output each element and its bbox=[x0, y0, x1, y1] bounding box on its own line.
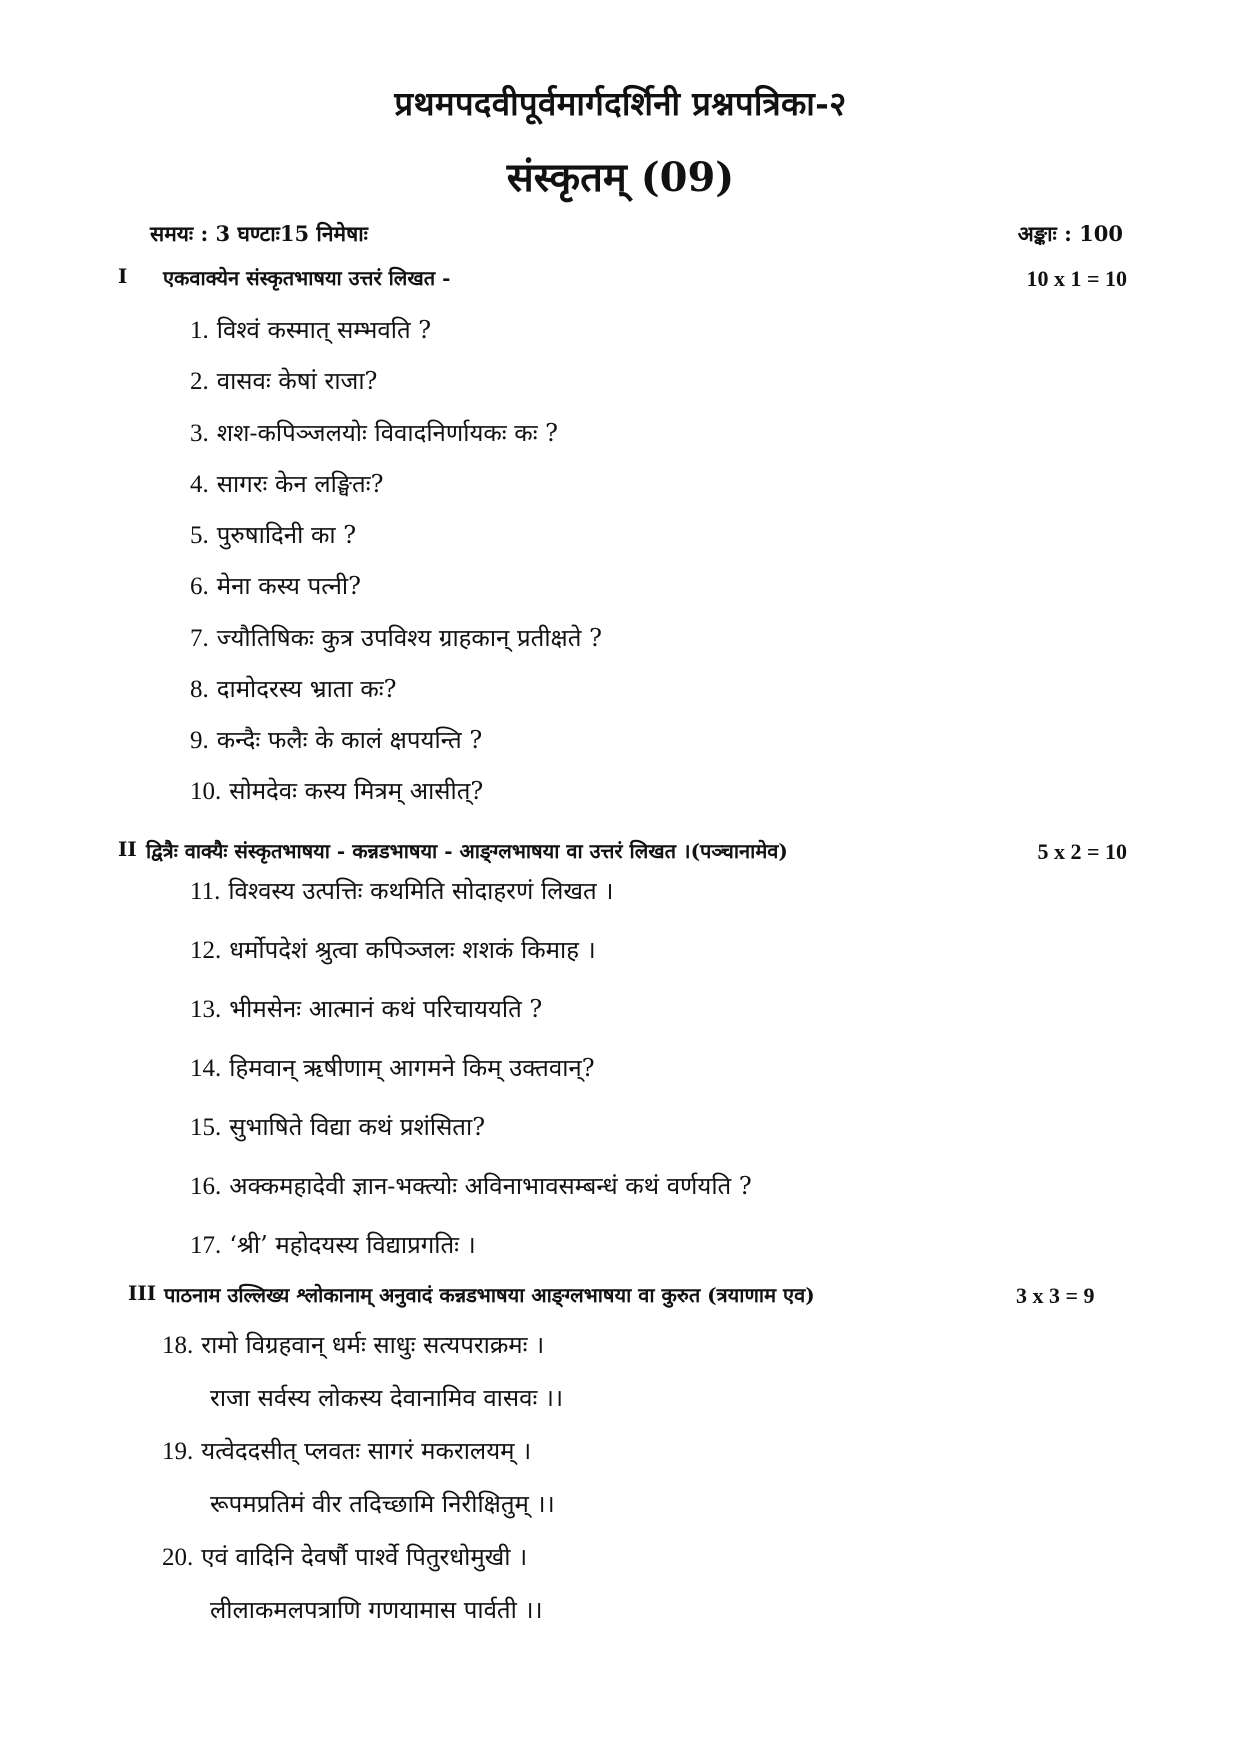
question-number: 13. bbox=[190, 996, 222, 1023]
question-number: 10. bbox=[190, 778, 222, 805]
question-number: 4. bbox=[190, 471, 209, 498]
question-number: 2. bbox=[190, 368, 209, 395]
question bbox=[190, 1169, 752, 1202]
question-number: 7. bbox=[190, 625, 209, 652]
question bbox=[190, 1228, 476, 1261]
question bbox=[190, 518, 356, 551]
verse-text: यत्वेददसीत् प्लवतः सागरं मकरालयम् । bbox=[201, 1437, 532, 1465]
question-number: 20. bbox=[162, 1544, 194, 1571]
question-number: 19. bbox=[162, 1438, 194, 1465]
max-marks: अङ्काः : 100 bbox=[1017, 221, 1123, 246]
question-text: पुरुषादिनी का ? bbox=[216, 521, 357, 549]
question-text: भीमसेनः आत्मानं कथं परिचाययति ? bbox=[229, 995, 543, 1023]
verse-text: एवं वादिनि देवर्षौ पार्श्वे पितुरधोमुखी । bbox=[201, 1543, 528, 1571]
question-text: ज्यौतिषिकः कुत्र उपविश्य ग्राहकान् प्रतीक्षते ? bbox=[216, 624, 602, 652]
verse-text: रामो विग्रहवान् धर्मः साधुः सत्यपराक्रमः । bbox=[201, 1331, 545, 1359]
verse-line bbox=[162, 1540, 527, 1573]
question-number: 6. bbox=[190, 573, 209, 600]
question-text: ‘श्री’ महोदयस्य विद्याप्रगतिः । bbox=[229, 1231, 476, 1259]
paper-title: प्रथमपदवीपूर्वमार्गदर्शिनी प्रश्नपत्रिका-२ bbox=[394, 84, 847, 123]
verse-line: राजा सर्वस्य लोकस्य देवानामिव वासवः ।। bbox=[210, 1384, 564, 1412]
question-text: धर्मोपदेशं श्रुत्वा कपिञ्जलः शशकं किमाह । bbox=[229, 936, 596, 964]
section-marks: 3 x 3 = 9 bbox=[1016, 1283, 1095, 1308]
verse-line bbox=[162, 1434, 531, 1467]
question-text: वासवः केषां राजा? bbox=[216, 367, 378, 395]
question bbox=[190, 1110, 485, 1143]
question-number: 15. bbox=[190, 1114, 222, 1141]
question-number: 5. bbox=[190, 522, 209, 549]
question-text: विश्वस्य उत्पत्तिः कथमिति सोदाहरणं लिखत । bbox=[228, 877, 614, 905]
verse-line: रूपमप्रतिमं वीर तदिच्छामि निरीक्षितुम् ।। bbox=[210, 1490, 555, 1518]
question bbox=[190, 672, 396, 705]
question-text: सुभाषिते विद्या कथं प्रशंसिता? bbox=[229, 1113, 486, 1141]
question-number: 9. bbox=[190, 727, 209, 754]
section-instruction: पाठनाम उल्लिख्य श्लोकानाम् अनुवादं कन्नडभाषया आङ्ग्लभाषया वा कुरुत (त्रयाणाम एव) bbox=[164, 1283, 815, 1307]
question bbox=[190, 874, 613, 907]
question-number: 16. bbox=[190, 1173, 222, 1200]
question-number: 1. bbox=[190, 317, 209, 344]
question-number: 8. bbox=[190, 676, 209, 703]
section-marks: 10 x 1 = 10 bbox=[1026, 266, 1127, 291]
section-instruction: एकवाक्येन संस्कृतभाषया उत्तरं लिखत - bbox=[163, 266, 451, 290]
question-number: 17. bbox=[190, 1232, 222, 1259]
question-text: विश्वं कस्मात् सम्भवति ? bbox=[216, 316, 432, 344]
question-text: सागरः केन लङ्घितः? bbox=[216, 470, 384, 498]
question-text: कन्दैः फलैः के कालं क्षपयन्ति ? bbox=[216, 726, 483, 754]
question bbox=[190, 774, 483, 807]
question-number: 11. bbox=[190, 878, 221, 905]
question bbox=[190, 364, 377, 397]
section-instruction: द्वित्रैः वाक्यैः संस्कृतभाषया - कन्नडभाषया - आङ्ग्लभाषया वा उत्तरं लिखत ।(पञ्चानामेव) bbox=[146, 839, 788, 863]
question-number: 3. bbox=[190, 420, 209, 447]
question bbox=[190, 467, 383, 500]
section-marks: 5 x 2 = 10 bbox=[1037, 839, 1127, 864]
question bbox=[190, 992, 542, 1025]
question-text: दामोदरस्य भ्राता कः? bbox=[216, 675, 397, 703]
question bbox=[190, 723, 482, 756]
question bbox=[190, 621, 602, 654]
subject-title: संस्कृतम् (09) bbox=[506, 154, 735, 201]
question-number: 18. bbox=[162, 1332, 194, 1359]
question bbox=[190, 313, 431, 346]
question bbox=[190, 933, 596, 966]
question-text: मेना कस्य पत्नी? bbox=[216, 572, 361, 600]
time-allowed: समयः : 3 घण्टाः15 निमेषाः bbox=[150, 221, 368, 246]
question-text: अक्कमहादेवी ज्ञान-भक्त्योः अविनाभावसम्बन्धं कथं वर्णयति ? bbox=[229, 1172, 752, 1200]
section-number: II bbox=[118, 837, 137, 861]
question bbox=[190, 569, 361, 602]
section-number: I bbox=[118, 264, 128, 288]
question-number: 12. bbox=[190, 937, 222, 964]
verse-line bbox=[162, 1328, 544, 1361]
question-text: सोमदेवः कस्य मित्रम् आसीत्? bbox=[229, 777, 484, 805]
question-text: शश-कपिञ्जलयोः विवादनिर्णायकः कः ? bbox=[216, 419, 559, 447]
section-number: III bbox=[128, 1281, 157, 1305]
verse-line: लीलाकमलपत्राणि गणयामास पार्वती ।। bbox=[210, 1596, 543, 1624]
question-text: हिमवान् ऋषीणाम् आगमने किम् उक्तवान्? bbox=[229, 1054, 595, 1082]
question-number: 14. bbox=[190, 1055, 222, 1082]
question bbox=[190, 416, 558, 449]
question bbox=[190, 1051, 595, 1084]
